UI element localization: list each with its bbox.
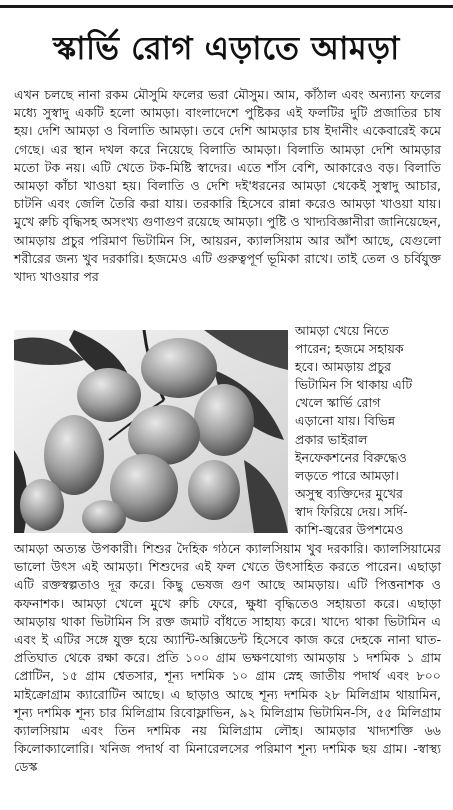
top-rule xyxy=(0,5,453,8)
hog-plum-image xyxy=(14,330,288,533)
hog-plum-photo xyxy=(14,330,288,533)
article-headline: স্কার্ভি রোগ এড়াতে আমড়া xyxy=(53,29,400,67)
article-body-top: এখন চলছে নানা রকম মৌসুমি ফলের ভরা মৌসুম। আম, কাঁঠাল এবং অন্যান্য ফলের মধ্যে সুস্বাদু একটি হলো আমড়া। বাংলাদেশে পুষ্টিকর এই ফলটির দুটি প্রজাতির চাষ হয়। দেশি আমড়া ও বিলাতি আমড়া। তবে দেশি আমড়ার চাষ ইদানীং একেবারেই কমে গেছে। এর স্থান দখল করে নিয়েছে বিলাতি আমড়া। বিলাতি আমড়া দেশি আমড়ার মতো টক নয়। এটি খেতে টক-মিষ্টি স্বাদের। এতে শাঁস বেশি, আকারেও বড়। বিলাতি আমড়া কাঁচা খাওয়া হয়। বিলাতি ও দেশি দই'ধরনের আমড়া থেকেই সুস্বাদু আচার, চাটনি এবং জেলি তৈরি করা যায়। তরকারি হিসেবে রান্না করেও আমড়া খাওয়া যায়। মুখে রুচি বৃদ্ধিসহ অসংখ্য গুণাগুণ রয়েছে আমড়া। পুষ্টি ও খাদ্যবিজ্ঞানীরা জানিয়েছেন, আমড়ায় প্রচুর পরিমাণ ভিটামিন সি, আয়রন, ক্যালসিয়াম আর আঁশ আছে, যেগুলো শরীরের জন্য খুব দরকারি। হজমেও এটি গুরুত্বপূর্ণ ভূমিকা রাখে। তাই তেল ও চর্বিযুক্ত খাদ্য খাওয়ার পর xyxy=(14,87,446,285)
article-body-bottom: আমড়া অত্যন্ত উপকারী। শিশুর দৈহিক গঠনে ক্যালসিয়াম খুব দরকারি। ক্যালসিয়ামের ভালো উৎস এই আমড়া। শিশুদের এই ফল খেতে উৎসাহিত করতে পারেন। এছাড়া এটি রক্তস্বল্পতাও দূর করে। কিছু ভেষজ গুণ আছে আমড়ায়। এটি পিত্তনাশক ও কফনাশক। আমড়া খেলে মুখে রুচি ফেরে, ক্ষুধা বৃদ্ধিতেও সহায়তা করে। এছাড়া আমড়ায় থাকা ভিটামিন সি রক্ত জমাট বাঁধতে সাহায্য করে। খাদ্যে থাকা ভিটামিন এ এবং ই এটির সঙ্গে যুক্ত হয়ে অ্যান্টি-অক্সিডেন্ট হিসেবে কাজ করে দেহকে নানা ঘাত-প্রতিঘাত থেকে রক্ষা করে। প্রতি ১০০ গ্রাম ভক্ষণযোগ্য আমড়ায় ১ দশমিক ১ গ্রাম প্রোটিন, ১৫ গ্রাম শ্বেতসার, শূন্য দশমিক ১০ গ্রাম স্নেহ জাতীয় পদার্থ এবং ৮০০ মাইক্রোগ্রাম ক্যারোটিন আছে। এ ছাড়াও আছে শূন্য দশমিক ২৮ মিলিগ্রাম থায়ামিন, শূন্য দশমিক শূন্য চার মিলিগ্রাম রিবোফ্লাভিন, ৯২ মিলিগ্রাম ভিটামিন-সি, ৫৫ মিলিগ্রাম ক্যালসিয়াম এবং তিন দশমিক নয় মিলিগ্রাম লৌহ। আমড়ার খাদ্যশক্তি ৬৬ কিলোক্যালোরি। খনিজ পদার্থ বা মিনারেলসের পরিমাণ শূন্য দশমিক ছয় গ্রাম। -স্বাস্থ্য ডেস্ক xyxy=(14,541,446,775)
article-body-side: আমড়া খেয়ে নিতে পারেন; হজমে সহায়ক হবে। আমড়ায় প্রচুর ভিটামিন সি থাকায় এটি খেলে স্কার্ভি রোগ এড়ানো যায়। বিভিন্ন প্রকার ভাইরাল ইনফেকশনের বিরুদ্ধেও লড়তে পারে আমড়া। অসুস্থ ব্যক্তিদের মুখের স্বাদ ফিরিয়ে দেয়। সর্দি- কাশি-জ্বরের উপশমেও xyxy=(295,323,413,538)
